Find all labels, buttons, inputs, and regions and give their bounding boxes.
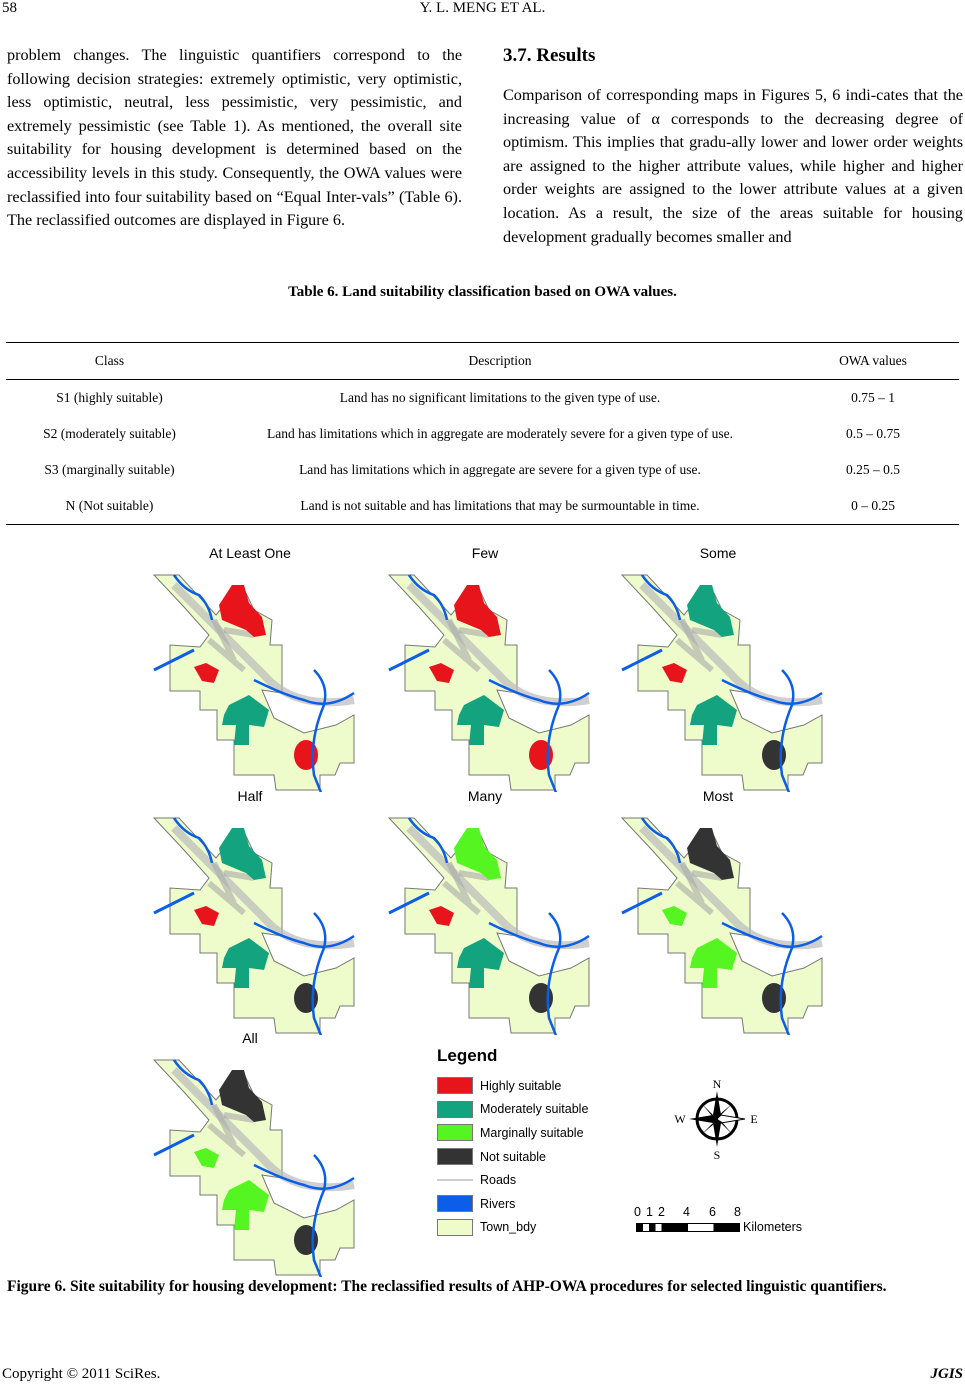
legend-item: [437, 1216, 588, 1240]
legend-swatch: [437, 1219, 473, 1236]
body-paragraph: problem changes. The linguistic quantifiers correspond to the following decision strategies: extremely optimistic, very optimistic, less optimistic, neutral, less pessimistic, very pessimistic, and extremely pessimistic (see Table 1). As mentioned, the overall site suitability for housing development is determined based on the accessibility levels in this study. Consequently, the OWA values were reclassified into four suitability based on “Equal Inter-vals” (Table 6). The reclassified outcomes are displayed in Figure 6.: [7, 46, 462, 230]
table-header-row: [6, 343, 959, 380]
scale-tick: 1: [646, 1205, 653, 1219]
map-graphic: [385, 810, 625, 1035]
suitability-map: [618, 788, 868, 1028]
map-graphic: [150, 810, 390, 1035]
suitability-map: [150, 545, 400, 785]
scale-tick: 8: [734, 1205, 741, 1219]
description-cell: Land is not suitable and has limitations that may be surmountable in time.: [213, 488, 787, 525]
running-title: Y. L. MENG ET AL.: [419, 0, 546, 16]
class-cell: S1 (highly suitable): [56, 390, 163, 405]
map-graphic: [618, 810, 858, 1035]
map-graphic: [150, 1052, 390, 1277]
owa-cell: 0 – 0.25: [787, 488, 959, 525]
map-title: Half: [237, 788, 263, 804]
table-row: [6, 488, 959, 525]
table-row: [6, 452, 959, 488]
scale-tick: 6: [709, 1205, 716, 1219]
col-header: OWA values: [787, 343, 959, 380]
compass-e: E: [750, 1112, 758, 1126]
compass-s: S: [713, 1148, 721, 1160]
legend-swatch: [437, 1195, 473, 1212]
scale-bar: [636, 1205, 802, 1234]
page-number: 58: [2, 0, 17, 16]
suitability-map: [385, 545, 635, 785]
description-cell: Land has limitations which in aggregate are severe for a given type of use.: [299, 462, 701, 477]
table-caption: Table 6. Land suitability classification based on OWA values.: [288, 284, 677, 300]
legend-label: Highly suitable: [480, 1078, 562, 1093]
table-row: [6, 380, 959, 417]
legend-label: Marginally suitable: [480, 1125, 584, 1140]
description-cell: Land has limitations which in aggregate are moderately severe for a given type of use.: [267, 426, 733, 441]
legend-label: Town_bdy: [480, 1220, 537, 1235]
legend-swatch: [437, 1148, 473, 1165]
owa-cell: 0.75 – 1: [851, 390, 895, 405]
map-title: Most: [702, 788, 734, 804]
suitability-table: [6, 342, 959, 525]
suitability-map: [385, 788, 635, 1028]
legend-item: [437, 1121, 588, 1145]
compass-rose-icon: [672, 1078, 762, 1160]
map-title: Few: [471, 545, 499, 561]
suitability-map: [618, 545, 868, 785]
owa-cell: 0.5 – 0.75: [846, 426, 900, 441]
copyright: Copyright © 2011 SciRes.: [2, 1366, 161, 1382]
left-column: [7, 44, 462, 233]
scale-tick: 2: [658, 1205, 665, 1219]
map-legend: [437, 1046, 588, 1239]
legend-item: [437, 1192, 588, 1216]
map-title: Some: [699, 545, 737, 561]
col-header: Class: [6, 343, 213, 380]
map-graphic: [618, 567, 858, 792]
legend-item: [437, 1168, 588, 1192]
legend-item: [437, 1074, 588, 1098]
scale-tick: 0: [634, 1205, 641, 1219]
legend-item: [437, 1098, 588, 1122]
map-title: Many: [467, 788, 503, 804]
suitability-map: [150, 788, 400, 1028]
map-graphic: [150, 567, 390, 792]
class-cell: S3 (marginally suitable): [44, 462, 175, 477]
legend-swatch: [437, 1101, 473, 1118]
scale-unit: Kilometers: [743, 1220, 803, 1234]
owa-cell: 0.25 – 0.5: [846, 462, 900, 477]
description-cell: Land has no significant limitations to the given type of use.: [339, 390, 661, 405]
legend-swatch: [437, 1179, 473, 1181]
col-header: Description: [213, 343, 787, 380]
map-title: All: [242, 1030, 258, 1046]
legend-label: Moderately suitable: [480, 1102, 589, 1117]
journal-name: JGIS: [930, 1366, 963, 1382]
map-title: At Least One: [209, 545, 291, 561]
legend-label: Roads: [480, 1173, 517, 1188]
section-title: 3.7. Results: [503, 45, 596, 66]
scale-tick: 4: [683, 1205, 690, 1219]
legend-title: Legend: [437, 1046, 498, 1065]
legend-swatch: [437, 1124, 473, 1141]
table-row: [6, 416, 959, 452]
legend-label: Not suitable: [480, 1149, 547, 1164]
compass-w: W: [674, 1112, 686, 1126]
map-graphic: [385, 567, 625, 792]
legend-label: Rivers: [480, 1196, 516, 1211]
legend-item: [437, 1145, 588, 1169]
figure-caption: Figure 6. Site suitability for housing development: The reclassified results of AHP-OWA procedures for selected linguistic quantifiers.: [7, 1278, 887, 1295]
right-column: [503, 44, 963, 249]
class-cell: N (Not suitable): [6, 488, 213, 525]
body-paragraph: Comparison of corresponding maps in Figures 5, 6 indi-cates that the increasing value of α corresponds to the decreasing degree of optimism. This implies that gradu-ally lower and lower order weights are assigned to the higher attribute values, while higher and higher order weights are assigned to the lower attribute values at a given location. As a result, the size of the areas suitable for housing development gradually becomes smaller and: [503, 86, 963, 246]
class-cell: S2 (moderately suitable): [43, 426, 176, 441]
suitability-map: [150, 1030, 400, 1270]
compass-n: N: [712, 1078, 722, 1091]
legend-swatch: [437, 1077, 473, 1094]
